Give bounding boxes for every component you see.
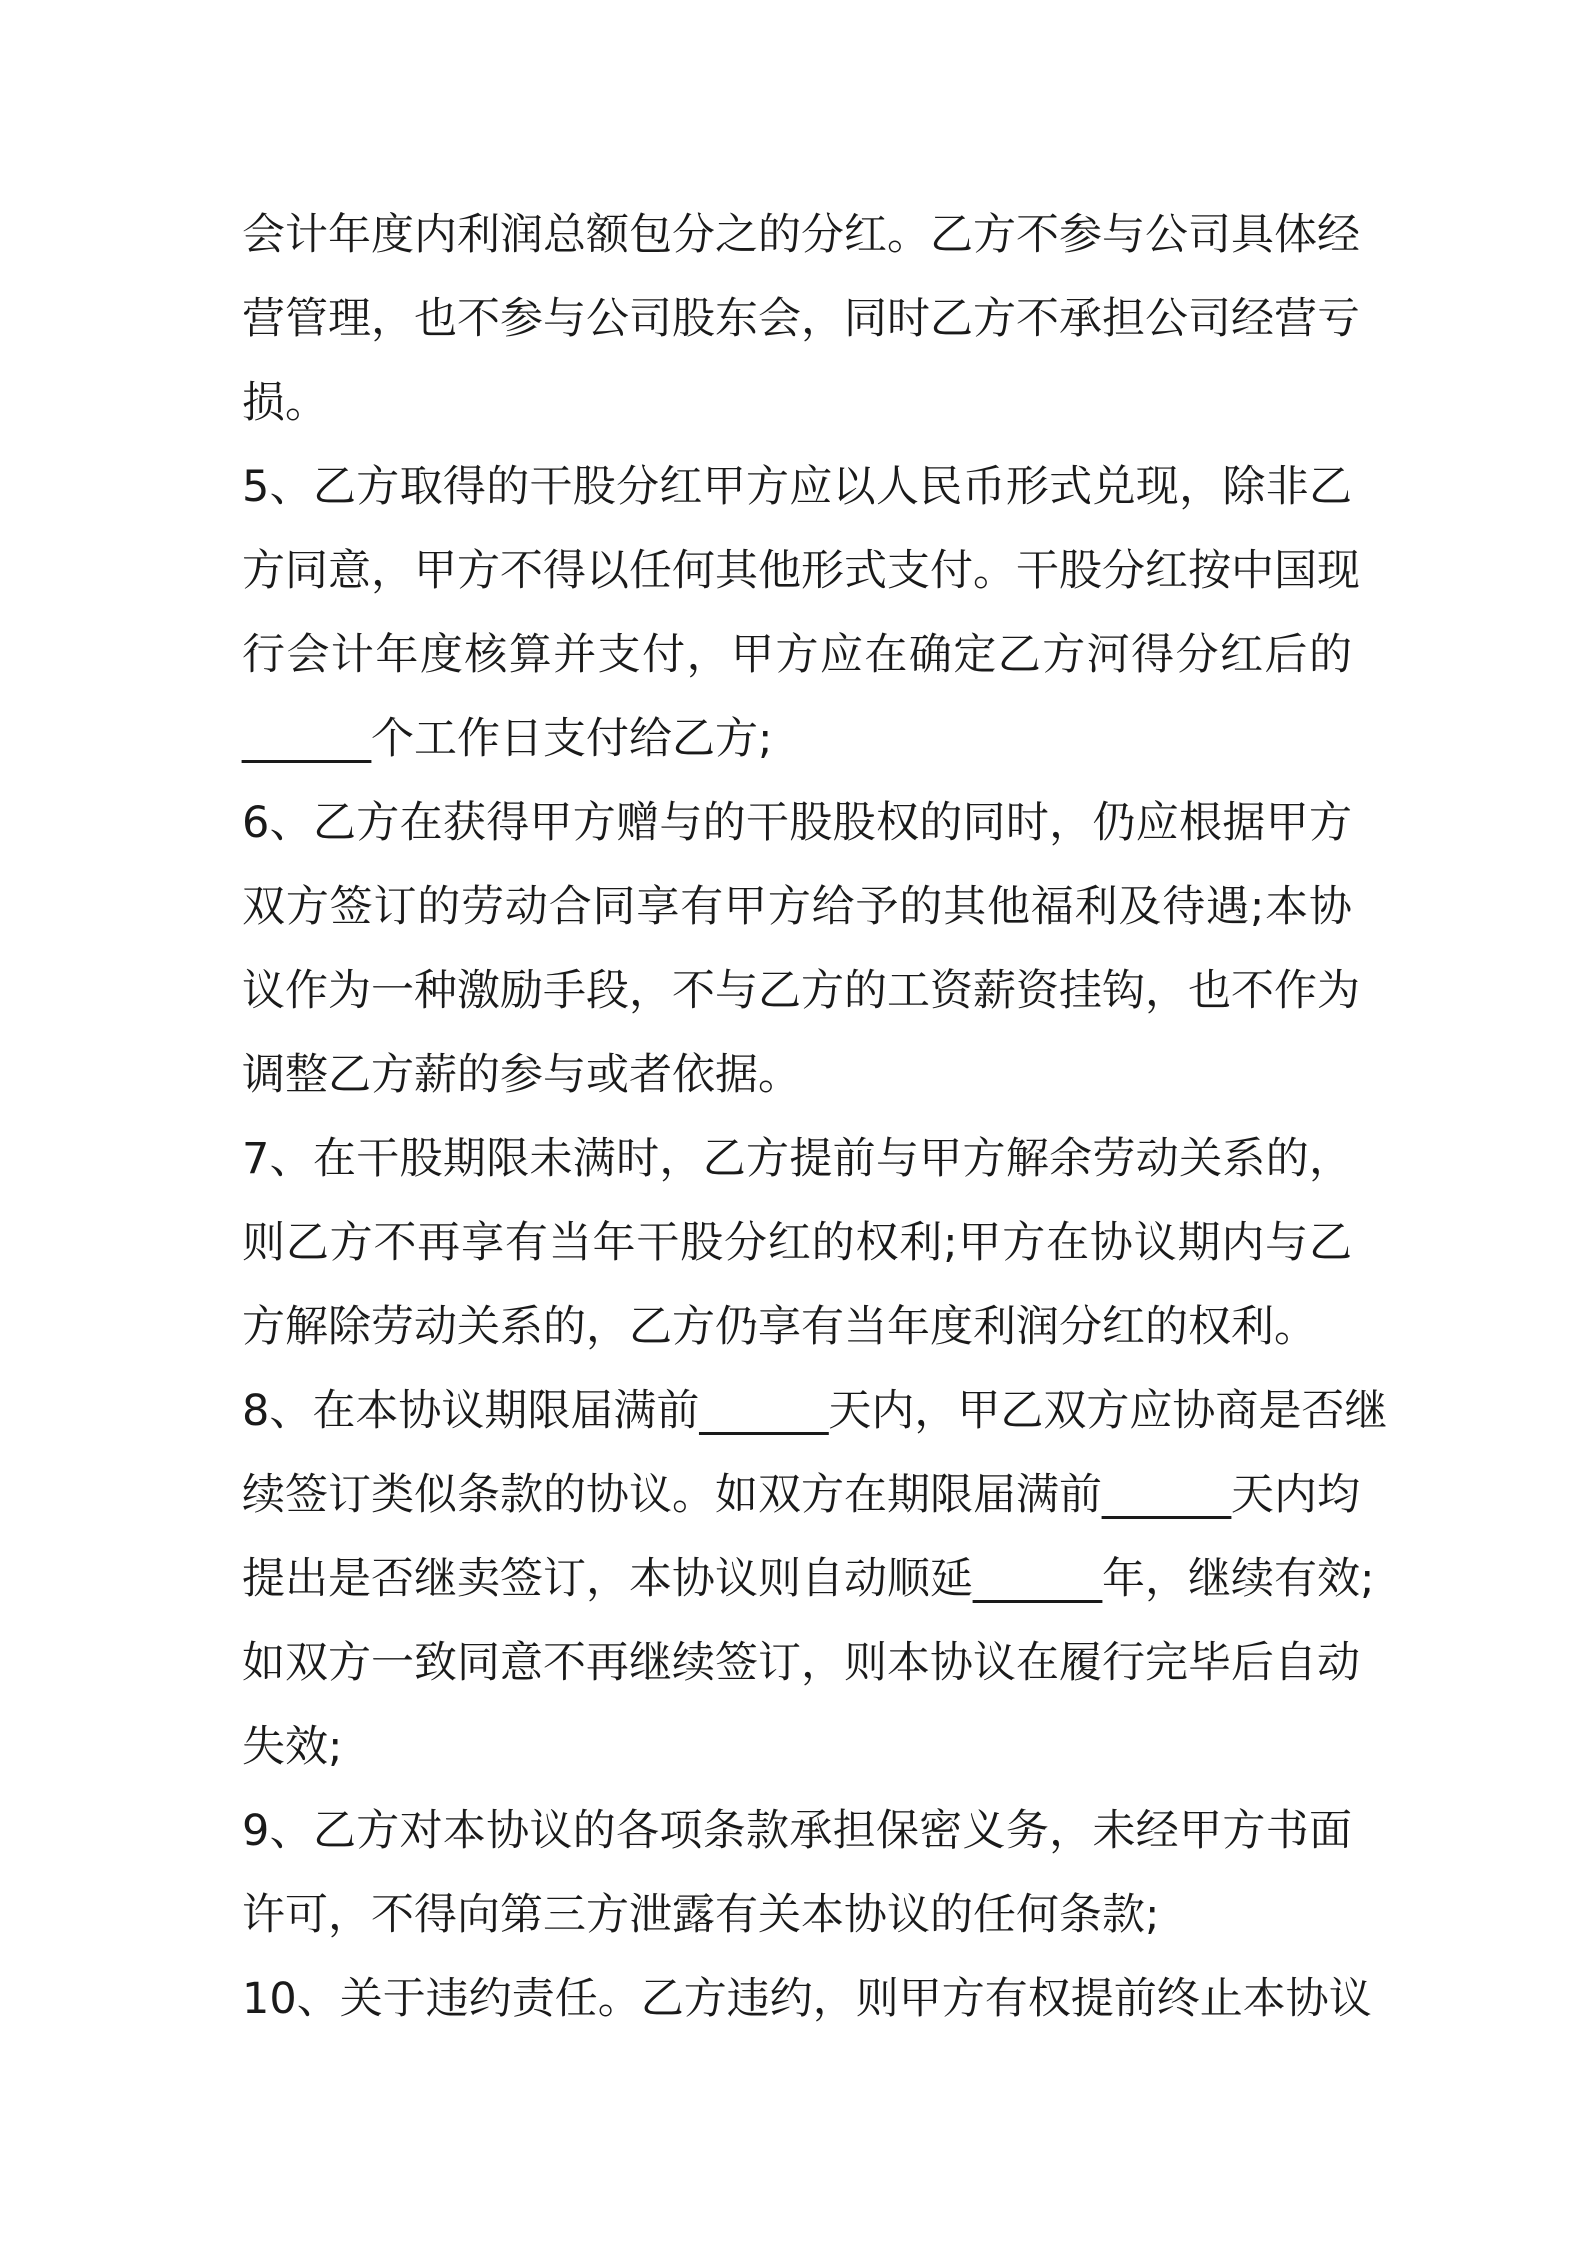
text-line: 调整乙方薪的参与或者依据。: [242, 1050, 801, 1100]
text-line: 议作为一种激励手段，不与乙方的工资薪资挂钩，也不作为: [242, 966, 1360, 1016]
text-line: 双方签订的劳动合同享有甲方给予的其他福利及待遇;本协: [242, 882, 1352, 932]
text-line: 营管理，也不参与公司股东会，同时乙方不承担公司经营亏: [242, 294, 1360, 344]
text-line: ______个工作日支付给乙方;: [242, 714, 773, 764]
text-line: 行会计年度核算并支付，甲方应在确定乙方河得分红后的: [242, 630, 1352, 680]
paragraph-clause-9: [242, 1789, 1352, 1957]
paragraph-clause-10: [242, 1957, 1372, 2041]
text-line: 如双方一致同意不再继续签订，则本协议在履行完毕后自动: [242, 1638, 1360, 1688]
text-line: 失效;: [242, 1722, 343, 1772]
paragraph-clause-5: [242, 445, 1360, 781]
text-line: 10、关于违约责任。乙方违约，则甲方有权提前终止本协议: [242, 1974, 1372, 2024]
text-line: 9、乙方对本协议的各项条款承担保密义务，未经甲方书面: [242, 1806, 1352, 1856]
text-line: 5、乙方取得的干股分红甲方应以人民币形式兑现，除非乙: [242, 462, 1352, 512]
document-body: [242, 193, 1388, 2041]
text-line: 方解除劳动关系的，乙方仍享有当年度利润分红的权利。: [242, 1302, 1317, 1352]
text-line: 8、在本协议期限届满前______天内，甲乙双方应协商是否继: [242, 1386, 1388, 1436]
text-line: 则乙方不再享有当年干股分红的权利;甲方在协议期内与乙: [242, 1218, 1352, 1268]
paragraph-clause-7: [242, 1117, 1352, 1369]
paragraph-clause-6: [242, 781, 1360, 1117]
text-line: 会计年度内利润总额包分之的分红。乙方不参与公司具体经: [242, 210, 1360, 260]
text-line: 7、在干股期限未满时，乙方提前与甲方解余劳动关系的，: [242, 1134, 1352, 1184]
text-line: 提出是否继卖签订，本协议则自动顺延______年，继续有效;: [242, 1554, 1375, 1604]
text-line: 6、乙方在获得甲方赠与的干股股权的同时，仍应根据甲方: [242, 798, 1352, 848]
text-line: 许可，不得向第三方泄露有关本协议的任何条款;: [242, 1890, 1160, 1940]
paragraph-clause-8: [242, 1369, 1388, 1789]
text-line: 续签订类似条款的协议。如双方在期限届满前______天内均: [242, 1470, 1360, 1520]
paragraph-clause-4-continued: [242, 193, 1360, 445]
text-line: 方同意，甲方不得以任何其他形式支付。干股分红按中国现: [242, 546, 1360, 596]
text-line: 损。: [242, 378, 328, 428]
